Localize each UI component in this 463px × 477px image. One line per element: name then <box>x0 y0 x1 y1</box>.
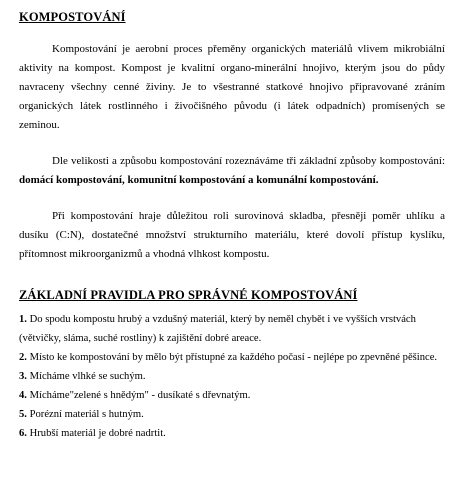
types-paragraph <box>19 152 445 190</box>
rule-number: 5. <box>19 409 27 420</box>
type-community: komunitní kompostování <box>127 174 246 186</box>
types-end: . <box>375 174 379 186</box>
rule-item-3 <box>19 367 449 386</box>
rule-text: Hrubší materiál je dobré nadrtit. <box>29 428 166 439</box>
types-lead: Dle velikosti a způsobu kompostování rozeznáváme tři základní způsoby kompostování: <box>52 155 445 167</box>
rule-item-4 <box>19 386 449 405</box>
type-domestic: domácí kompostování <box>19 174 122 186</box>
types-sep2: a <box>247 174 254 186</box>
types-sep1: , <box>122 174 125 186</box>
rule-text: Porézní materiál s hutným. <box>29 409 144 420</box>
type-municipal: komunální kompostování <box>256 174 376 186</box>
rule-item-1 <box>19 310 449 348</box>
rule-number: 3. <box>19 371 27 382</box>
rule-item-2 <box>19 348 449 367</box>
intro-paragraph: Kompostování je aerobní proces přeměny organických materiálů vlivem mikrobiální aktivity na kompost. Kompost je kvalitní organo-minerální hnojivo, kterým jsou do půdy navraceny všechny cenné živiny. Je to všestranné statkové hnojivo připravované zráním organických látek rostlinného i živočišného původu (i látek odpadních) promísených se zeminou. <box>19 43 445 131</box>
rule-number: 6. <box>19 428 27 439</box>
rule-text: Mícháme vlhké se suchým. <box>29 371 146 382</box>
rule-text: Mícháme"zelené s hnědým" - dusíkaté s dřevnatým. <box>29 390 251 401</box>
page-title: KOMPOSTOVÁNÍ <box>19 10 126 24</box>
rule-text: Do spodu kompostu hrubý a vzdušný materiál, který by neměl chybět i ve vyšších vrstvách (větvičky, sláma, suché rostliny) k zajištění dobré areace. <box>19 314 416 344</box>
rule-number: 4. <box>19 390 27 401</box>
rules-heading: ZÁKLADNÍ PRAVIDLA PRO SPRÁVNÉ KOMPOSTOVÁNÍ <box>19 288 358 302</box>
composition-paragraph: Při kompostování hraje důležitou roli surovinová skladba, přesněji poměr uhlíku a dusíku (C:N), dostatečné množství strukturního materiálu, které dovolí přístup kyslíku, přítomnost mikroorganizmů a vhodná vlhkost kompostu. <box>19 210 445 260</box>
rule-number: 2. <box>19 352 27 363</box>
rule-number: 1. <box>19 314 27 325</box>
rule-item-6 <box>19 424 449 443</box>
rule-item-5 <box>19 405 449 424</box>
rules-list <box>19 310 449 443</box>
rule-text: Místo ke kompostování by mělo být přístupné za každého počasí - nejlépe po zpevněné pěšince. <box>29 352 438 363</box>
